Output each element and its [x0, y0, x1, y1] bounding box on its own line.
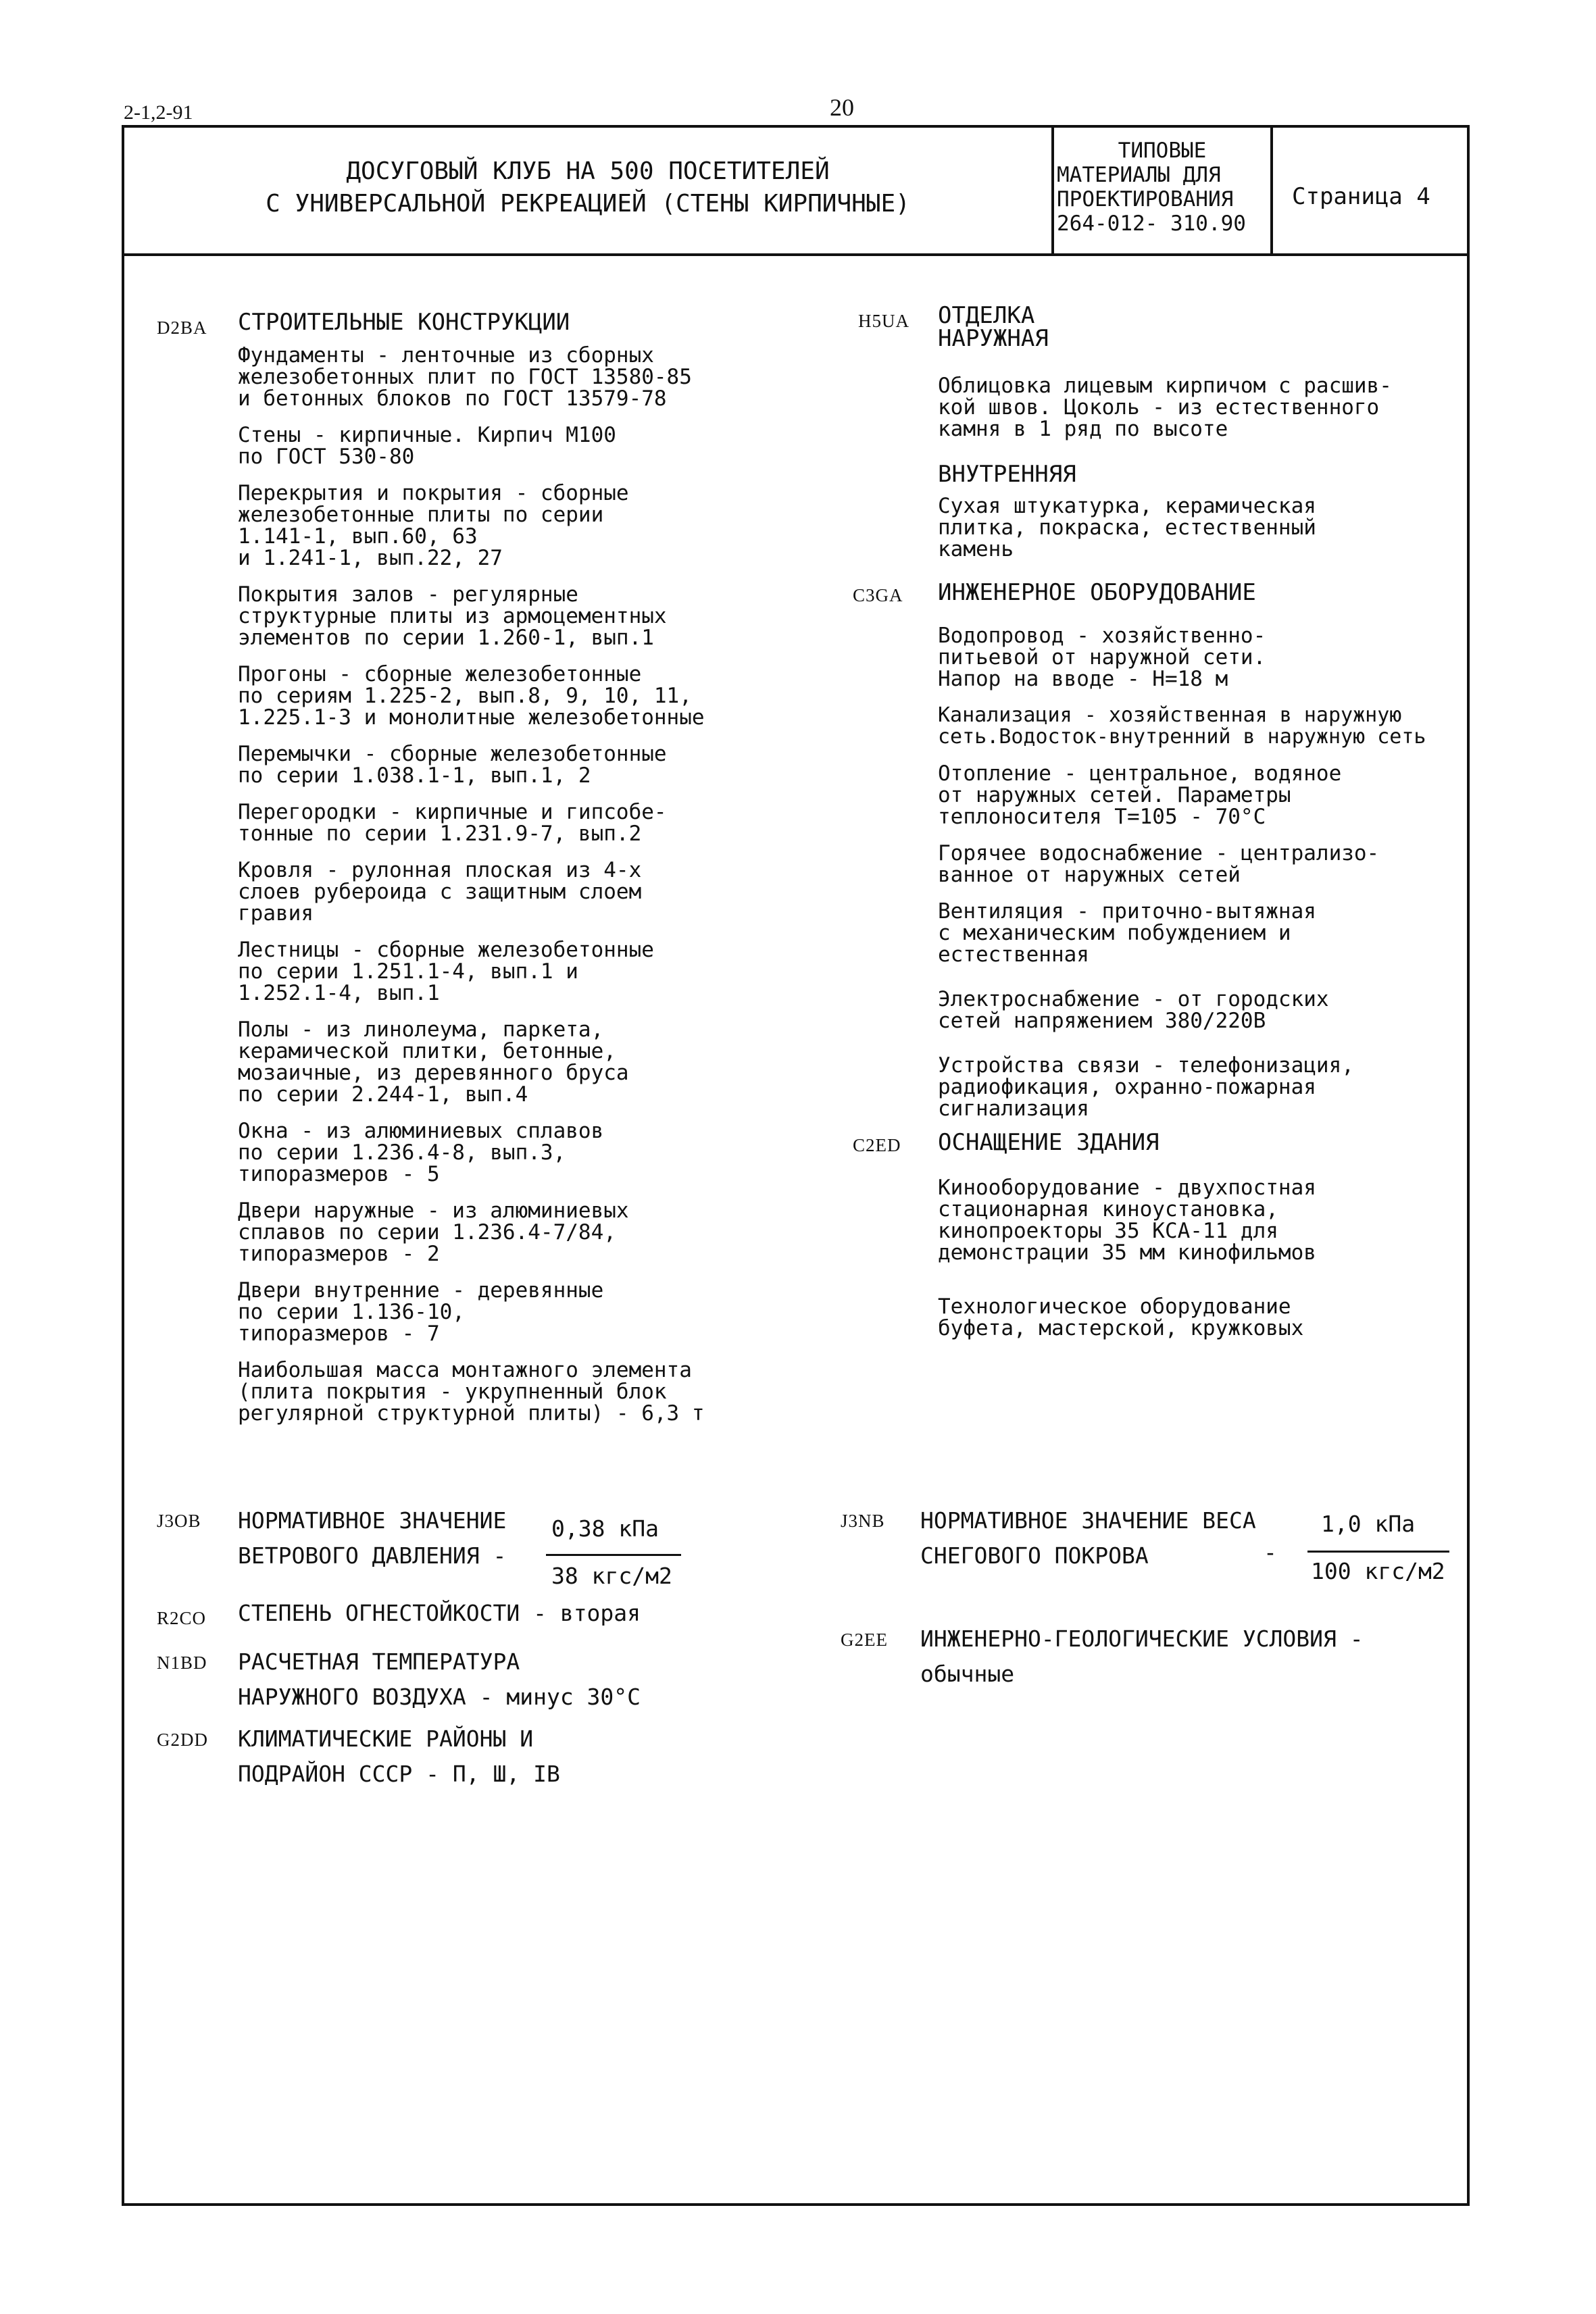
finish-outer-text: Облицовка лицевым кирпичом с расшив- кой швов. Цоколь - из естественного камня в 1 ряд по высоте	[938, 374, 1392, 441]
page-number: 20	[830, 94, 854, 121]
section-code: J3OB	[157, 1511, 201, 1531]
list-item: Полы - из линолеума, паркета, керамической плитки, бетонные, мозаичные, из деревянного бруса по серии 2.244-1, вып.4	[238, 1017, 629, 1107]
section-code: N1BD	[157, 1653, 207, 1673]
list-item: Вентиляция - приточно-вытяжная с механическим побуждением и естественная	[938, 899, 1316, 967]
list-item: Лестницы - сборные железобетонные по серии 1.251.1-4, вып.1 и 1.252.1-4, вып.1	[238, 938, 654, 1005]
wind-text: НОРМАТИВНОЕ ЗНАЧЕНИЕ ВЕТРОВОГО ДАВЛЕНИЯ -	[238, 1507, 507, 1569]
wind-denominator: 38 кгс/м2	[551, 1563, 672, 1589]
section-code: C2ED	[853, 1135, 901, 1155]
list-item: Перегородки - кирпичные и гипсобе- тонные по серии 1.231.9-7, вып.2	[238, 800, 667, 846]
type-line: ПРОЕКТИРОВАНИЯ	[1057, 187, 1234, 211]
snow-numerator: 1,0 кПа	[1321, 1511, 1416, 1537]
title-block-title	[128, 155, 1047, 220]
title-block-divider	[1270, 125, 1273, 255]
type-line: 264-012- 310.90	[1057, 211, 1246, 236]
wind-numerator: 0,38 кПа	[551, 1515, 659, 1542]
list-item: Фундаменты - ленточные из сборных железобетонных плит по ГОСТ 13580-85 и бетонных блоков по ГОСТ 13579-78	[238, 343, 692, 411]
section-code: D2BA	[157, 318, 207, 338]
finish-inner-text: Сухая штукатурка, керамическая плитка, покраска, естественный камень	[938, 494, 1316, 561]
finish-inner-heading: ВНУТРЕННЯЯ	[938, 461, 1076, 488]
equipment-list	[938, 1177, 1465, 1339]
section-heading: ИНЖЕНЕРНОЕ ОБОРУДОВАНИЕ	[938, 579, 1256, 606]
type-line: ТИПОВЫЕ	[1118, 139, 1207, 163]
list-item: Покрытия залов - регулярные структурные плиты из армоцементных элементов по серии 1.260-1, вып.1	[238, 582, 667, 650]
fraction-line	[546, 1554, 681, 1556]
list-item: Горячее водоснабжение - централизо- ванное от наружных сетей	[938, 841, 1380, 887]
list-item: Перекрытия и покрытия - сборные железобетонные плиты по серии 1.141-1, вып.60, 63 и 1.241-1, вып.22, 27	[238, 481, 629, 570]
snow-denominator: 100 кгс/м2	[1311, 1558, 1445, 1584]
list-item: Стены - кирпичные. Кирпич М100 по ГОСТ 530-80	[238, 423, 616, 469]
engineering-list	[938, 625, 1465, 1120]
title-block-divider	[122, 253, 1470, 256]
section-code: J3NB	[841, 1511, 885, 1531]
list-item: Кинооборудование - двухпостная стационарная киноустановка, кинопроекторы 35 КСА-11 для демонстрации 35 мм кинофильмов	[938, 1176, 1316, 1265]
list-item: Наибольшая масса монтажного элемента (плита покрытия - укрупненный блок регулярной структурной плиты) - 6,3 т	[238, 1358, 705, 1426]
list-item: Электроснабжение - от городских сетей напряжением 380/220В	[938, 987, 1329, 1033]
constructions-list	[238, 345, 846, 1424]
list-item: Кровля - рулонная плоская из 4-х слоев рубероида с защитным слоем гравия	[238, 858, 642, 926]
section-code: G2DD	[157, 1730, 208, 1750]
list-item: Прогоны - сборные железобетонные по сериям 1.225-2, вып.8, 9, 10, 11, 1.225.1-3 и монолитные железобетонные	[238, 662, 705, 730]
list-item: Водопровод - хозяйственно- питьевой от наружной сети. Напор на вводе - Н=18 м	[938, 624, 1266, 691]
list-item: Технологическое оборудование буфета, мастерской, кружковых	[938, 1294, 1304, 1340]
list-item: Двери наружные - из алюминиевых сплавов по серии 1.236.4-7/84, типоразмеров - 2	[238, 1199, 629, 1266]
fire-text: СТЕПЕНЬ ОГНЕСТОЙКОСТИ - вторая	[238, 1600, 641, 1626]
section-code: H5UA	[858, 311, 909, 331]
title-block-type	[1057, 139, 1268, 236]
type-line: МАТЕРИАЛЫ ДЛЯ	[1057, 163, 1221, 187]
section-code: R2CO	[157, 1608, 207, 1628]
section-code: G2EE	[841, 1630, 888, 1650]
climate-text: КЛИМАТИЧЕСКИЕ РАЙОНЫ И ПОДРАЙОН СССР - П, Ш, IВ	[238, 1726, 560, 1787]
list-item: Канализация - хозяйственная в наружную сеть.Водосток-внутренний в наружную сеть	[938, 703, 1426, 749]
snow-text: НОРМАТИВНОЕ ЗНАЧЕНИЕ ВЕСА СНЕГОВОГО ПОКРОВА	[920, 1507, 1256, 1569]
section-heading: СТРОИТЕЛЬНЫЕ КОНСТРУКЦИИ	[238, 309, 570, 336]
list-item: Отопление - центральное, водяное от наружных сетей. Параметры теплоносителя Т=105 - 70°С	[938, 761, 1342, 829]
section-heading: ОТДЕЛКА НАРУЖНАЯ	[938, 302, 1049, 352]
list-item: Перемычки - сборные железобетонные по серии 1.038.1-1, вып.1, 2	[238, 742, 667, 788]
geology-text: ИНЖЕНЕРНО-ГЕОЛОГИЧЕСКИЕ УСЛОВИЯ - обычные	[920, 1626, 1364, 1687]
section-heading: ОСНАЩЕНИЕ ЗДАНИЯ	[938, 1129, 1159, 1156]
title-line: ДОСУГОВЫЙ КЛУБ НА 500 ПОСЕТИТЕЛЕЙ	[346, 157, 830, 185]
list-item: Окна - из алюминиевых сплавов по серии 1.236.4-8, вып.3, типоразмеров - 5	[238, 1119, 604, 1186]
temperature-text: РАСЧЕТНАЯ ТЕМПЕРАТУРА НАРУЖНОГО ВОЗДУХА - минус 30°С	[238, 1649, 641, 1710]
list-item: Двери внутренние - деревянные по серии 1.136-10, типоразмеров - 7	[238, 1278, 604, 1346]
section-code: C3GA	[853, 585, 903, 605]
fraction-line	[1307, 1551, 1449, 1553]
document-code: 2-1,2-91	[124, 101, 193, 124]
page-label: Страница 4	[1292, 183, 1430, 210]
title-line: С УНИВЕРСАЛЬНОЙ РЕКРЕАЦИЕЙ (СТЕНЫ КИРПИЧНЫЕ)	[266, 190, 910, 218]
title-block-divider	[1051, 125, 1054, 255]
snow-dash: -	[1264, 1539, 1277, 1565]
list-item: Устройства связи - телефонизация, радиофикация, охранно-пожарная сигнализация	[938, 1053, 1354, 1121]
